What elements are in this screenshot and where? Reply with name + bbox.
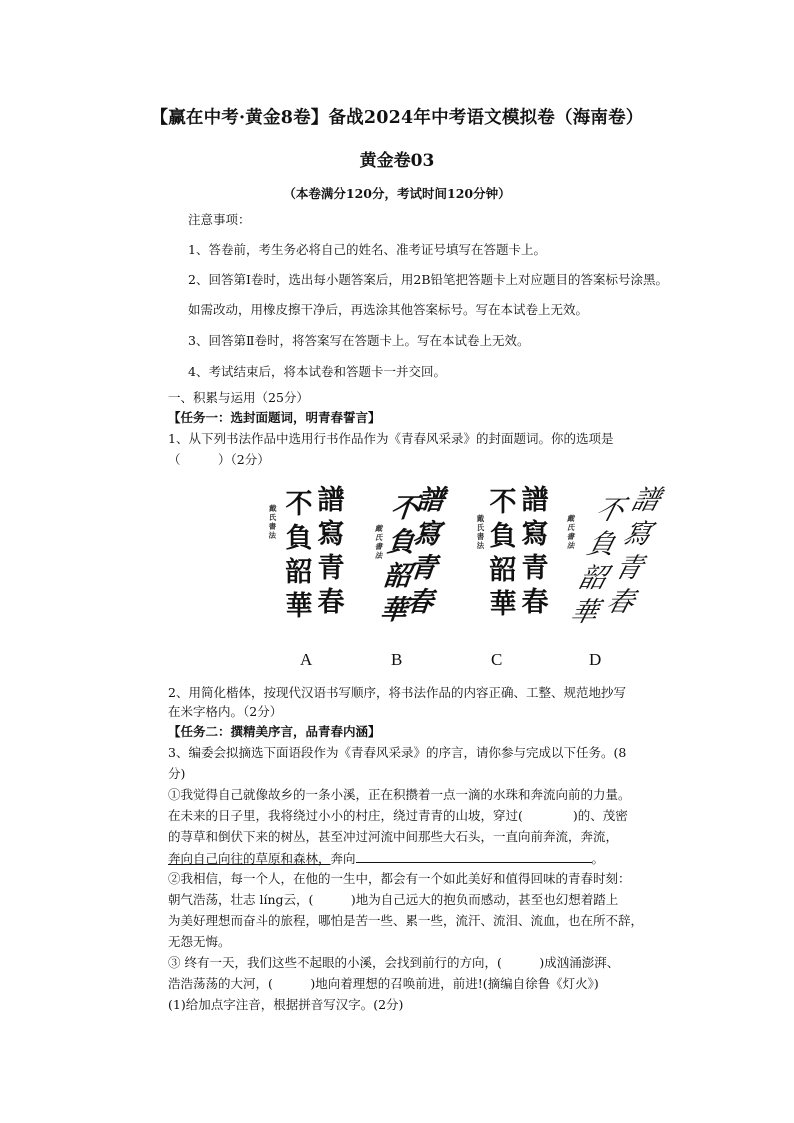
calligraphy-option-d bbox=[560, 484, 680, 640]
calligraphy-char: 春 bbox=[317, 587, 345, 618]
note-item: 3、回答第Ⅱ卷时，将答案写在答题卡上。写在本试卷上无效。 bbox=[188, 333, 530, 348]
question-2-line: 在米字格内。（2分） bbox=[168, 704, 283, 719]
paragraph-1-line: 的荨草和倒伏下来的树丛，甚至冲过河流中间那些大石头，一直向前奔流，奔流， bbox=[168, 829, 619, 844]
task1-heading: 【任务一：选封面题词，明青春誓言】 bbox=[168, 410, 381, 425]
paragraph-1-fragment: 奔向 bbox=[330, 851, 356, 866]
paragraph-1-fragment: 。 bbox=[591, 851, 605, 866]
question-3-line: 3、编委会拟摘选下面语段作为《青春风采录》的序言，请你参与完成以下任务。(8 bbox=[168, 745, 627, 760]
paragraph-2-line: 无怨无悔。 bbox=[168, 934, 231, 949]
task2-heading: 【任务二：撰精美序言，品青春内涵】 bbox=[168, 724, 381, 739]
underlined-phrase: 奔向自己向往的草原和森林， bbox=[168, 851, 331, 866]
calligraphy-char: 青 bbox=[521, 553, 549, 584]
calligraphy-char: 負 bbox=[583, 529, 619, 560]
calligraphy-option-a bbox=[262, 484, 382, 640]
calligraphy-signature: 戴氏書法 bbox=[268, 503, 277, 541]
fill-in-blank[interactable] bbox=[356, 850, 592, 863]
calligraphy-char: 不 bbox=[489, 487, 517, 518]
calligraphy-char: 寫 bbox=[411, 519, 442, 550]
calligraphy-signature: 戴氏書法 bbox=[476, 514, 485, 550]
calligraphy-char: 青 bbox=[317, 553, 345, 584]
calligraphy-char: 負 bbox=[285, 523, 313, 554]
paragraph-2-line: ②我相信，每一个人，在他的一生中，都会有一个如此美好和值得回味的青春时刻： bbox=[168, 871, 631, 886]
question-1-line: （ ）（2分） bbox=[168, 452, 270, 467]
option-label-a: A bbox=[300, 650, 313, 669]
calligraphy-char: 華 bbox=[489, 589, 517, 620]
exam-title: 【赢在中考·黄金8卷】备战2024年中考语文模拟卷（海南卷） bbox=[150, 108, 644, 128]
calligraphy-char: 華 bbox=[567, 597, 602, 628]
notes-heading: 注意事项： bbox=[188, 212, 251, 227]
calligraphy-char: 春 bbox=[521, 587, 549, 618]
calligraphy-char: 華 bbox=[285, 591, 313, 622]
exam-subtitle: 黄金卷03 bbox=[359, 151, 435, 171]
calligraphy-char: 不 bbox=[592, 495, 628, 526]
question-2-line: 2、用简化楷体，按现代汉语书写顺序，将书法作品的内容正确、工整、规范地抄写 bbox=[168, 685, 626, 700]
calligraphy-char: 韶 bbox=[382, 561, 413, 592]
calligraphy-char: 青 bbox=[408, 553, 439, 584]
question-1-line: 1、从下列书法作品中选用行书作品作为《青春风采录》的封面题词。你的选项是 bbox=[168, 431, 614, 446]
note-item: 如需改动，用橡皮擦干净后，再选涂其他答案标号。写在本试卷上无效。 bbox=[188, 302, 589, 317]
paragraph-2-line: 朝气浩荡，壮志 líng云，( )地为自己远大的抱负而感动，甚至也幻想着踏上 bbox=[168, 892, 619, 907]
paragraph-3-line: 浩浩荡荡的大河，( )地向着理想的召唤前进，前进!(摘编自徐鲁《灯火》) bbox=[168, 976, 599, 991]
calligraphy-char: 負 bbox=[385, 527, 416, 558]
calligraphy-char: 春 bbox=[404, 587, 435, 618]
exam-meta: （本卷满分120分，考试时间120分钟） bbox=[283, 186, 511, 201]
calligraphy-char: 負 bbox=[489, 521, 517, 552]
question-3-line: 分) bbox=[168, 766, 186, 781]
calligraphy-char: 寫 bbox=[317, 519, 345, 550]
note-item: 1、答卷前，考生务必将自己的姓名、准考证号填写在答题卡上。 bbox=[188, 242, 546, 257]
sub-question-1: (1)给加点字注音，根据拼音写汉字。(2分) bbox=[168, 997, 404, 1012]
option-label-d: D bbox=[589, 650, 602, 669]
calligraphy-signature: 戴氏書法 bbox=[374, 524, 383, 560]
calligraphy-char: 韶 bbox=[285, 557, 313, 588]
calligraphy-char: 譜 bbox=[628, 485, 664, 516]
paragraph-1-line bbox=[168, 850, 604, 867]
calligraphy-char: 青 bbox=[611, 553, 647, 584]
calligraphy-signature: 戴氏書法 bbox=[566, 514, 575, 550]
paragraph-1-line: 在未来的日子里，我将绕过小小的村庄，绕过青青的山坡，穿过( )的、茂密 bbox=[168, 808, 628, 823]
section-heading: 一、积累与运用（25分） bbox=[168, 390, 309, 405]
paragraph-1-line: ①我觉得自己就像故乡的一条小溪，正在积攒着一点一滴的水珠和奔流向前的力量。 bbox=[168, 787, 631, 802]
calligraphy-char: 華 bbox=[378, 595, 409, 626]
option-label-b: B bbox=[391, 650, 403, 669]
calligraphy-char: 寫 bbox=[619, 519, 655, 550]
calligraphy-char: 譜 bbox=[521, 485, 549, 516]
calligraphy-char: 譜 bbox=[317, 485, 345, 516]
note-item: 2、回答第Ⅰ卷时，选出每小题答案后，用2B铅笔把答题卡上对应题目的答案标号涂黑。 bbox=[188, 272, 669, 287]
calligraphy-char: 不 bbox=[389, 493, 420, 524]
calligraphy-char: 春 bbox=[603, 587, 638, 618]
calligraphy-char: 韶 bbox=[489, 555, 517, 586]
paragraph-3-line: ③ 终有一天，我们这些不起眼的小溪，会找到前行的方向，( )成汹涌澎湃、 bbox=[168, 955, 620, 970]
calligraphy-char: 不 bbox=[285, 489, 313, 520]
paragraph-2-line: 为美好理想而奋斗的旅程，哪怕是苦一些、累一些，流汗、流泪、流血，也在所不辞， bbox=[168, 913, 644, 928]
note-item: 4、考试结束后，将本试卷和答题卡一并交回。 bbox=[188, 364, 446, 379]
calligraphy-char: 寫 bbox=[521, 519, 549, 550]
calligraphy-char: 譜 bbox=[415, 485, 446, 516]
calligraphy-char: 韶 bbox=[575, 563, 611, 594]
option-label-c: C bbox=[491, 650, 503, 669]
